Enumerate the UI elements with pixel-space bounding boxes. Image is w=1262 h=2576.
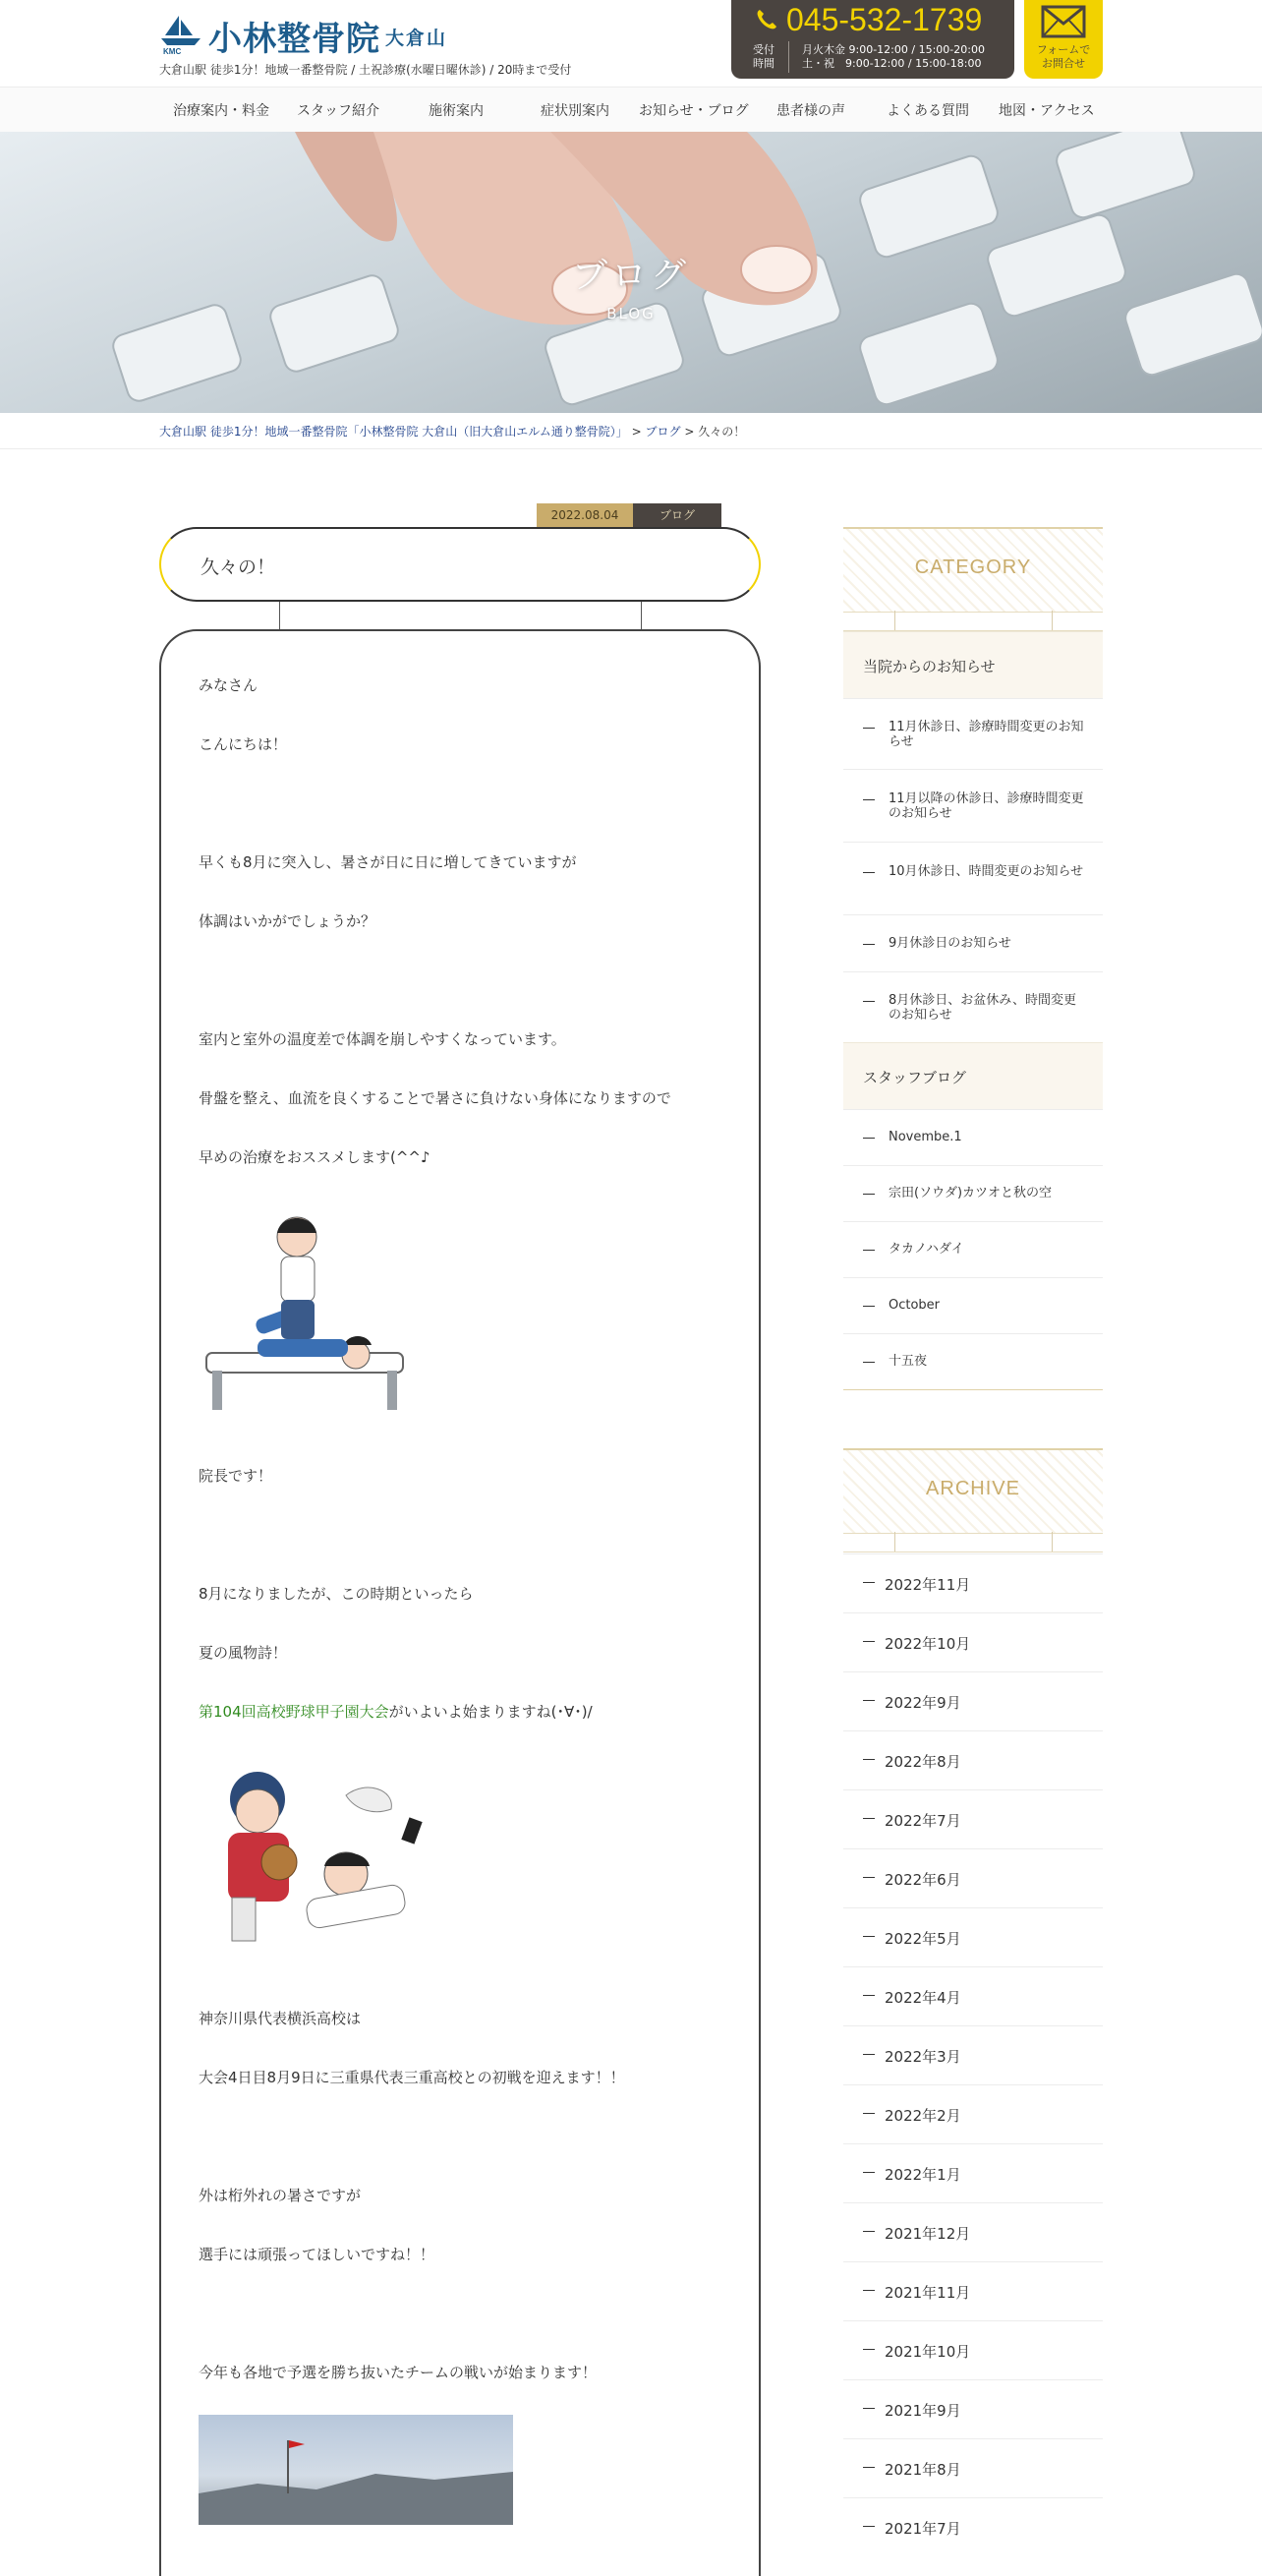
nav-item-staff[interactable]: スタッフ紹介 bbox=[297, 103, 379, 119]
connector-line bbox=[641, 602, 642, 629]
archive-item-label[interactable]: 2021年12月 bbox=[885, 2225, 971, 2243]
divider bbox=[0, 448, 1262, 449]
category-group-label[interactable]: スタッフブログ bbox=[863, 1069, 967, 1086]
mail-icon bbox=[1040, 4, 1087, 39]
breadcrumb-separator: > bbox=[680, 425, 699, 439]
nav-item-treatment[interactable]: 施術案内 bbox=[429, 103, 484, 119]
baseball-illustration bbox=[199, 1760, 434, 1957]
breadcrumb-current: 久々の！ bbox=[698, 425, 746, 439]
category-item[interactable] bbox=[843, 1333, 1103, 1389]
category-item[interactable] bbox=[843, 698, 1103, 769]
archive-item[interactable] bbox=[843, 2497, 1103, 2538]
post-paragraph: 8月になりましたが、この時期といったら bbox=[199, 1585, 474, 1603]
stadium-photo bbox=[199, 2415, 513, 2525]
nav-item-symptoms[interactable]: 症状別案内 bbox=[541, 103, 609, 119]
nav-item-faq[interactable]: よくある質問 bbox=[887, 103, 969, 119]
hero-subtitle: BLOG bbox=[606, 305, 656, 322]
contact-form-button[interactable] bbox=[1024, 0, 1103, 79]
breadcrumb bbox=[159, 423, 745, 439]
category-item[interactable] bbox=[843, 971, 1103, 1042]
archive-item-label[interactable]: 2021年10月 bbox=[885, 2343, 971, 2361]
archive-item[interactable] bbox=[843, 1966, 1103, 2025]
post-paragraph: 早くも8月に突入し、暑さが日に日に増してきていますが bbox=[199, 853, 577, 871]
archive-item[interactable] bbox=[843, 1907, 1103, 1966]
archive-item[interactable] bbox=[843, 1671, 1103, 1730]
post-paragraph: 骨盤を整え、血流を良くすることで暑さに負けない身体になりますので bbox=[199, 1089, 671, 1107]
breadcrumb-home[interactable]: 大倉山駅 徒歩1分！地域一番整骨院「小林整骨院 大倉山（旧大倉山エルム通り整骨院）」 bbox=[159, 425, 628, 439]
category-group-label[interactable]: 当院からのお知らせ bbox=[863, 658, 996, 675]
category-item-label[interactable]: 9月休診日のお知らせ bbox=[889, 936, 1011, 951]
archive-item-label[interactable]: 2022年3月 bbox=[885, 2048, 961, 2066]
archive-item-label[interactable]: 2022年7月 bbox=[885, 1812, 961, 1830]
archive-heading-box bbox=[843, 1448, 1103, 1534]
archive-item-label[interactable]: 2022年11月 bbox=[885, 1576, 971, 1594]
post-date: 2022.08.04 bbox=[537, 503, 633, 527]
category-item[interactable] bbox=[843, 914, 1103, 971]
archive-tabs bbox=[843, 1532, 1103, 1552]
category-item[interactable] bbox=[843, 1277, 1103, 1333]
archive-item-label[interactable]: 2022年4月 bbox=[885, 1989, 961, 2007]
archive-item[interactable] bbox=[843, 2261, 1103, 2320]
hours-lines: 月火木金 9:00-12:00 / 15:00-20:00 土・祝 9:00-12:00 / 15:00-18:00 bbox=[802, 43, 985, 70]
archive-item[interactable] bbox=[843, 2202, 1103, 2261]
post-paragraph: 今年も各地で予選を勝ち抜いたチームの戦いが始まります！ bbox=[199, 2364, 598, 2381]
hero-title: ブログ bbox=[571, 256, 690, 296]
archive-item[interactable] bbox=[843, 2025, 1103, 2084]
post-paragraph: 選手には頑張ってほしいですね！！ bbox=[199, 2246, 435, 2263]
category-heading-box bbox=[843, 527, 1103, 613]
archive-item-label[interactable]: 2021年11月 bbox=[885, 2284, 971, 2302]
breadcrumb-separator: > bbox=[627, 425, 646, 439]
post-paragraph: 院長です！ bbox=[199, 1467, 273, 1485]
post-paragraph: 室内と室外の温度差で体調を崩しやすくなっています。 bbox=[199, 1030, 566, 1048]
archive-item[interactable] bbox=[843, 2084, 1103, 2143]
category-group-staff-blog[interactable] bbox=[843, 1042, 1103, 1110]
post-paragraph: 大会4日目8月9日に三重県代表三重高校との初戦を迎えます！！ bbox=[199, 2069, 625, 2086]
archive-item-label[interactable]: 2022年6月 bbox=[885, 1871, 961, 1889]
post-paragraph: みなさん bbox=[199, 676, 258, 694]
post-paragraph: 外は桁外れの暑さですが bbox=[199, 2187, 362, 2204]
post-paragraph: 夏の風物詩！ bbox=[199, 1644, 288, 1662]
archive-item-label[interactable]: 2021年8月 bbox=[885, 2461, 961, 2479]
category-item[interactable] bbox=[843, 842, 1103, 914]
archive-item-label[interactable]: 2022年8月 bbox=[885, 1753, 961, 1771]
hours-divider bbox=[788, 41, 789, 73]
archive-item-label[interactable]: 2021年9月 bbox=[885, 2402, 961, 2420]
divider bbox=[843, 1389, 1103, 1390]
logo-location[interactable]: 大倉山 bbox=[385, 28, 448, 49]
tagline: 大倉山駅 徒歩1分！地域一番整骨院 / 土祝診療(水曜日曜休診) / 20時まで受付 bbox=[159, 63, 572, 77]
post-category[interactable]: ブログ bbox=[633, 503, 721, 527]
category-item-label[interactable]: 8月休診日、お盆休み、時間変更のお知らせ bbox=[889, 993, 1077, 1023]
category-item-label[interactable]: 十五夜 bbox=[889, 1354, 928, 1369]
archive-item[interactable] bbox=[843, 2379, 1103, 2438]
category-item[interactable] bbox=[843, 1109, 1103, 1165]
post-paragraph: こんにちは！ bbox=[199, 735, 288, 753]
logo-abbr: KMC bbox=[163, 47, 182, 55]
hero-banner bbox=[0, 132, 1262, 413]
archive-item[interactable] bbox=[843, 1612, 1103, 1671]
breadcrumb-blog[interactable]: ブログ bbox=[645, 425, 681, 439]
post-title: 久々の！ bbox=[201, 556, 276, 578]
global-nav bbox=[0, 87, 1262, 134]
logo-name[interactable]: 小林整骨院 bbox=[208, 20, 380, 59]
site-header bbox=[0, 0, 1262, 87]
nav-item-access[interactable]: 地図・アクセス bbox=[999, 103, 1095, 119]
archive-item[interactable] bbox=[843, 1848, 1103, 1907]
post-paragraph: 体調はいかがでしょうか？ bbox=[199, 912, 376, 930]
koshien-link[interactable]: 第104回高校野球甲子園大会 bbox=[199, 1703, 389, 1721]
category-item-label[interactable]: 11月休診日、診療時間変更のお知らせ bbox=[889, 720, 1084, 749]
category-tabs bbox=[843, 611, 1103, 631]
archive-item[interactable] bbox=[843, 2438, 1103, 2497]
phone-number[interactable]: 045-532-1739 bbox=[786, 2, 983, 37]
category-item-label[interactable]: October bbox=[889, 1298, 941, 1313]
nav-item-voices[interactable]: 患者様の声 bbox=[776, 103, 845, 119]
hours-label: 受付 時間 bbox=[753, 43, 774, 70]
phone-icon bbox=[755, 8, 778, 31]
category-item-label[interactable]: 10月休診日、時間変更のお知らせ bbox=[889, 864, 1084, 879]
chiropractor-illustration bbox=[199, 1205, 409, 1416]
archive-item[interactable] bbox=[843, 1553, 1103, 1612]
phone-box[interactable] bbox=[731, 0, 1014, 79]
category-item-label[interactable]: タカノハダイ bbox=[889, 1242, 964, 1257]
contact-label: フォームで お問合せ bbox=[1036, 43, 1091, 70]
archive-item-label[interactable]: 2022年10月 bbox=[885, 1635, 971, 1653]
archive-item-label[interactable]: 2022年5月 bbox=[885, 1930, 961, 1948]
post-paragraph: 早めの治療をおススメします(^^♪ bbox=[199, 1148, 430, 1166]
category-group-notices[interactable] bbox=[843, 631, 1103, 699]
ship-logo-icon[interactable] bbox=[159, 12, 202, 55]
category-item-label[interactable]: Novembe.1 bbox=[889, 1130, 962, 1144]
category-item-label[interactable]: 11月以降の休診日、診療時間変更のお知らせ bbox=[889, 791, 1084, 821]
archive-heading: ARCHIVE bbox=[926, 1478, 1020, 1499]
archive-item[interactable] bbox=[843, 1789, 1103, 1848]
archive-item-label[interactable]: 2021年7月 bbox=[885, 2520, 961, 2538]
connector-line bbox=[279, 602, 280, 629]
category-item[interactable] bbox=[843, 1165, 1103, 1221]
post-title-box bbox=[159, 527, 761, 602]
category-item[interactable] bbox=[843, 769, 1103, 842]
archive-item-label[interactable]: 2022年2月 bbox=[885, 2107, 961, 2125]
post-paragraph-with-link: 第104回高校野球甲子園大会がいよいよ始まりますね(･∀･)/ bbox=[199, 1703, 593, 1721]
archive-item[interactable] bbox=[843, 1730, 1103, 1789]
archive-item-label[interactable]: 2022年1月 bbox=[885, 2166, 961, 2184]
category-item-label[interactable]: 宗田(ソウダ)カツオと秋の空 bbox=[889, 1186, 1053, 1200]
category-item[interactable] bbox=[843, 1221, 1103, 1277]
archive-item[interactable] bbox=[843, 2143, 1103, 2202]
nav-item-news-blog[interactable]: お知らせ・ブログ bbox=[639, 103, 749, 119]
category-heading: CATEGORY bbox=[914, 556, 1032, 578]
nav-item-treatment-fees[interactable]: 治療案内・料金 bbox=[173, 103, 269, 119]
post-paragraph: 神奈川県代表横浜高校は bbox=[199, 2010, 362, 2027]
archive-item[interactable] bbox=[843, 2320, 1103, 2379]
archive-item-label[interactable]: 2022年9月 bbox=[885, 1694, 961, 1712]
